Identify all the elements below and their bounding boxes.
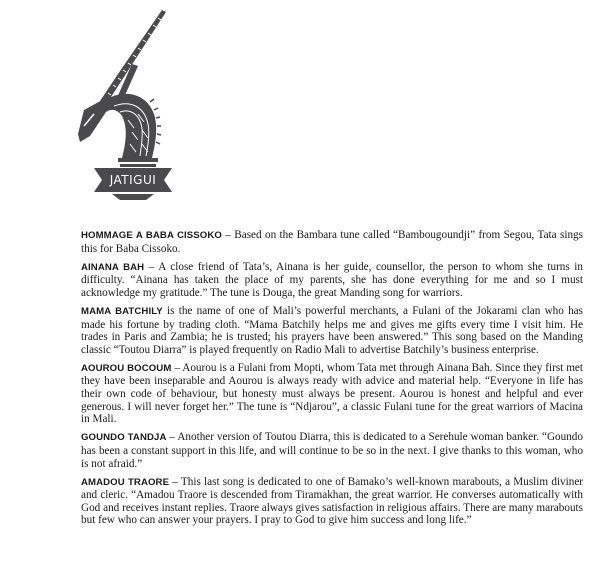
song-description: – Based on the Bambara tune called “Bambougoundji” from Segou, Tata sings this for Baba Cissoko. — [81, 229, 583, 255]
song-title: AINANA BAH — [81, 261, 145, 273]
song-entry — [81, 229, 583, 255]
logo-banner-text: JATIGUI — [109, 173, 157, 187]
song-description: – A close friend of Tata’s, Ainana is her guide, counsellor, the person to whom she turns in difficulty. “Ainana has taken the place of my parents, she has done everything for me and so I must acknowledge my gratitude.” The tune is Douga, the great Manding song for warriors. — [81, 260, 584, 299]
song-title: AMADOU TRAORE — [81, 476, 170, 488]
song-entry — [81, 305, 583, 356]
song-entry — [81, 261, 583, 300]
liner-notes — [81, 229, 583, 532]
song-description: is the name of one of Mali’s powerful merchants, a Fulani of the Jokarami clan who has made his fortune by trading cloth. “Mama Batchily helps me and gives me gifts every time I visit him. He trades in Paris and Zambia; he is trusted; his prayers have been answered.” This song based on the Manding classic “Toutou Diarra” is played frequently on Radio Mali to advertise Batchily’s business enterprise. — [81, 304, 583, 356]
song-title: GOUNDO TANDJA — [81, 432, 167, 444]
song-entry — [81, 476, 583, 527]
jatigui-logo — [62, 2, 182, 202]
song-title: HOMMAGE A BABA CISSOKO — [81, 230, 222, 241]
song-title: AOUROU BOCOUM — [81, 362, 172, 374]
song-description: – Another version of Toutou Diarra, this is dedicated to a Serehule woman banker. “Goundo has been a constant support in this life, and will continue to be so in the next. I give thanks to this woman, who is not afraid.” — [81, 431, 583, 470]
song-title: MAMA BATCHILY — [81, 305, 163, 317]
song-description: – This last song is dedicated to one of Bamako’s well-known marabouts, a Muslim diviner and cleric. “Amadou Traore is descended from Tiramakhan, the great warrior. He converses automatically with God and receives instant replies. Traore always gives satisfaction in religious affairs. There are many marabouts but few who can answer your prayers. I pray to God to give him success and long life.” — [81, 475, 584, 527]
song-entry — [81, 362, 583, 426]
song-description: – Aourou is a Fulani from Mopti, whom Tata met through Ainana Bah. Since they first met they have been inseparable and Aourou is always ready with advice and material help. “Everyone in life has their own code of behaviour, but honesty must always be present. Aourou is honest and helpful and ever generous. I will never forget her.” The tune is “Ndjarou”, a classic Fulani tune for the great warriors of Macina in Mali. — [81, 361, 583, 426]
song-entry — [81, 431, 583, 470]
